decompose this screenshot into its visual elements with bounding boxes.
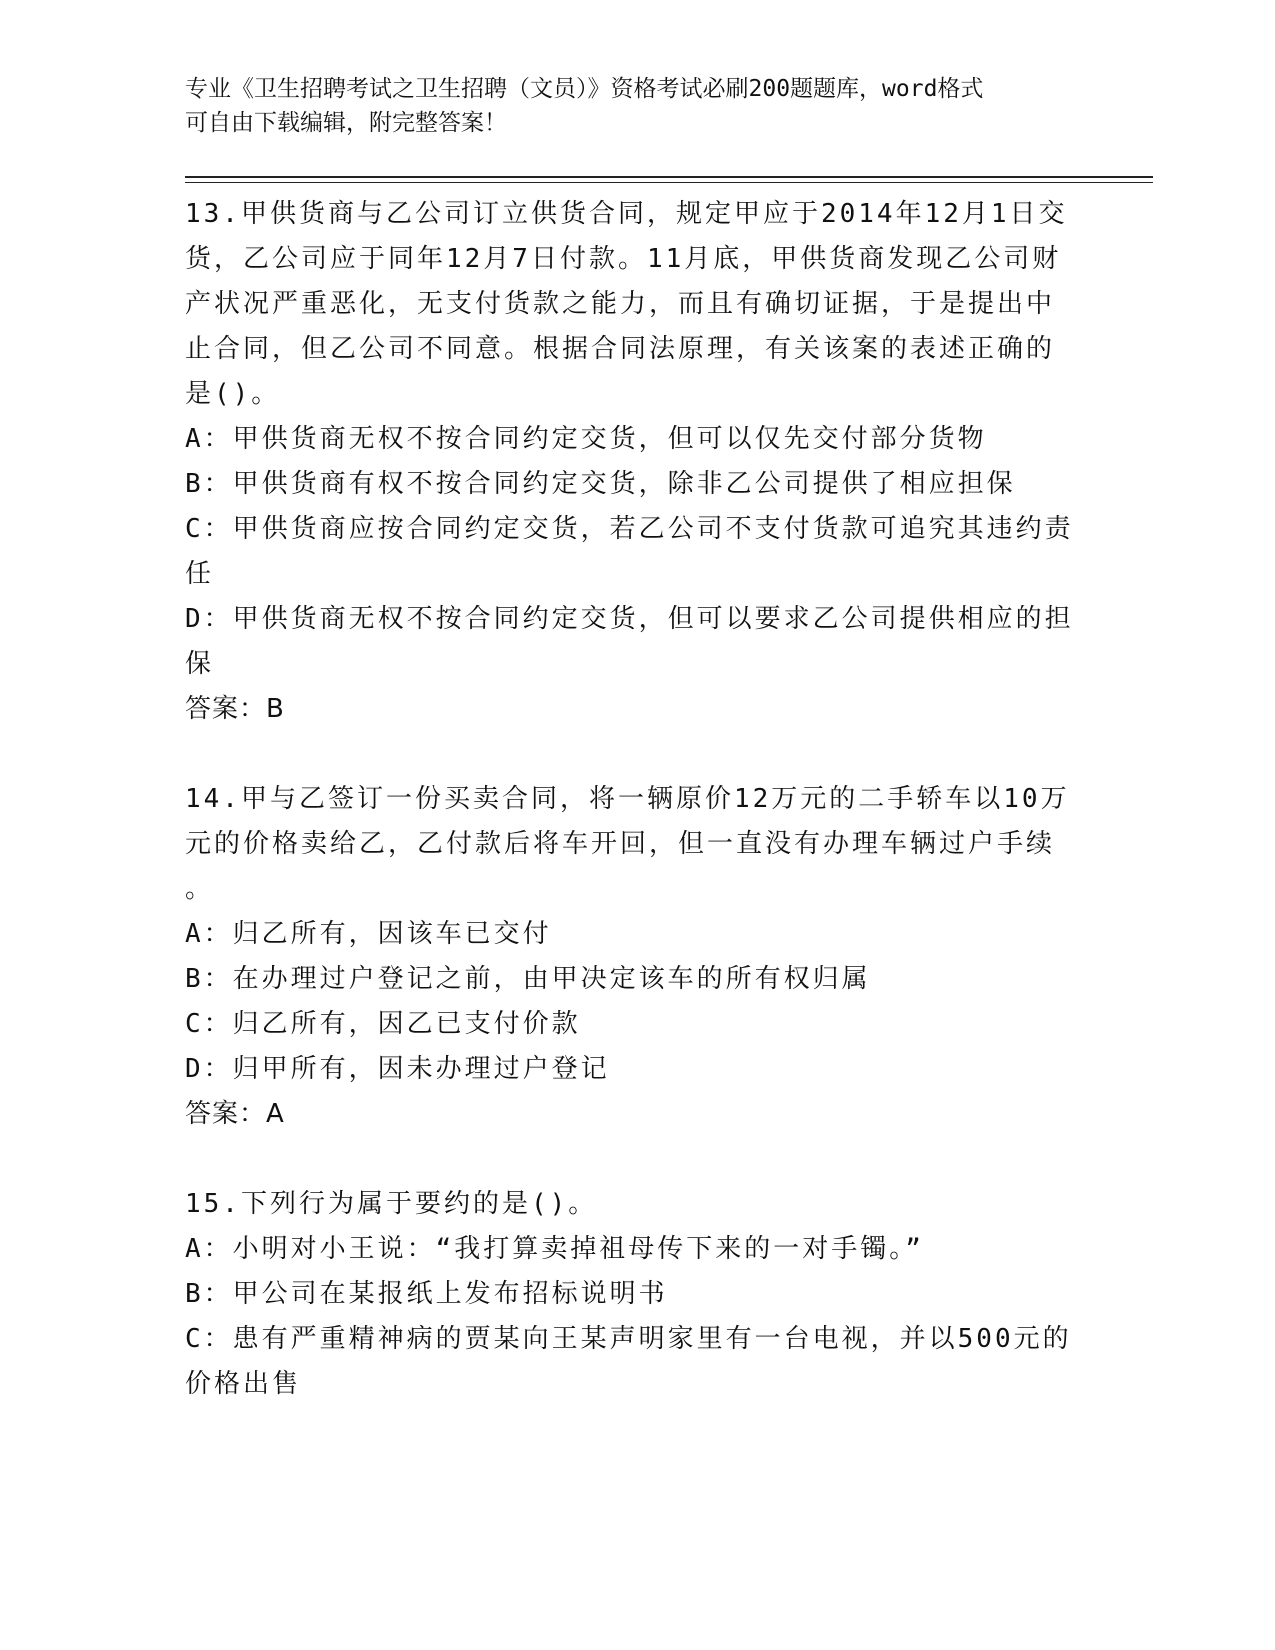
header-rule-thin: [185, 182, 1153, 183]
spacer: [185, 1137, 1075, 1182]
question-13-option-b: B：甲供货商有权不按合同约定交货，除非乙公司提供了相应担保: [185, 469, 1016, 499]
spacer: [185, 732, 1075, 777]
header-rule-thick: [185, 176, 1153, 178]
question-14: [185, 777, 1075, 1137]
question-14-option-d: D：归甲所有，因未办理过户登记: [185, 1054, 610, 1084]
header-line-1: 专业《卫生招聘考试之卫生招聘（文员）》资格考试必刷200题题库，word格式: [185, 76, 984, 102]
question-13-option-d: D：甲供货商无权不按合同约定交货，但可以要求乙公司提供相应的担: [185, 604, 1074, 634]
question-13: [185, 192, 1075, 732]
question-13-option-c-cont: 任: [185, 559, 215, 589]
question-14-line-1: 14.甲与乙签订一份买卖合同，将一辆原价12万元的二手轿车以10万: [185, 784, 1070, 814]
question-14-option-c: C：归乙所有，因乙已支付价款: [185, 1009, 581, 1039]
question-14-line-2: 元的价格卖给乙，乙付款后将车开回，但一直没有办理车辆过户手续: [185, 829, 1056, 859]
question-14-answer: 答案：A: [185, 1099, 285, 1129]
question-14-option-a: A：归乙所有，因该车已交付: [185, 919, 552, 949]
question-15-option-c: C：患有严重精神病的贾某向王某声明家里有一台电视，并以500元的: [185, 1324, 1072, 1354]
question-list: [185, 192, 1075, 1407]
question-13-line-5: 是()。: [185, 379, 281, 409]
question-13-line-4: 止合同，但乙公司不同意。根据合同法原理，有关该案的表述正确的: [185, 334, 1056, 364]
question-13-option-c: C：甲供货商应按合同约定交货，若乙公司不支付货款可追究其违约责: [185, 514, 1074, 544]
header-line-2: 可自由下载编辑，附完整答案！: [185, 110, 507, 136]
question-15-option-b: B：甲公司在某报纸上发布招标说明书: [185, 1279, 668, 1309]
question-14-line-3: 。: [185, 874, 215, 904]
question-13-line-3: 产状况严重恶化，无支付货款之能力，而且有确切证据，于是提出中: [185, 289, 1056, 319]
question-15-option-a: A：小明对小王说：“我打算卖掉祖母传下来的一对手镯。”: [185, 1234, 924, 1264]
question-13-option-d-cont: 保: [185, 649, 215, 679]
page-header: [185, 72, 1065, 140]
question-15-line-1: 15.下列行为属于要约的是()。: [185, 1189, 598, 1219]
question-15-option-c-cont: 价格出售: [185, 1369, 302, 1399]
question-13-option-a: A：甲供货商无权不按合同约定交货，但可以仅先交付部分货物: [185, 424, 987, 454]
question-13-line-1: 13.甲供货商与乙公司订立供货合同，规定甲应于2014年12月1日交: [185, 199, 1068, 229]
question-15: [185, 1182, 1075, 1407]
question-13-line-2: 货，乙公司应于同年12月7日付款。11月底，甲供货商发现乙公司财: [185, 244, 1062, 274]
question-13-answer: 答案：B: [185, 694, 285, 724]
question-14-option-b: B：在办理过户登记之前，由甲决定该车的所有权归属: [185, 964, 871, 994]
